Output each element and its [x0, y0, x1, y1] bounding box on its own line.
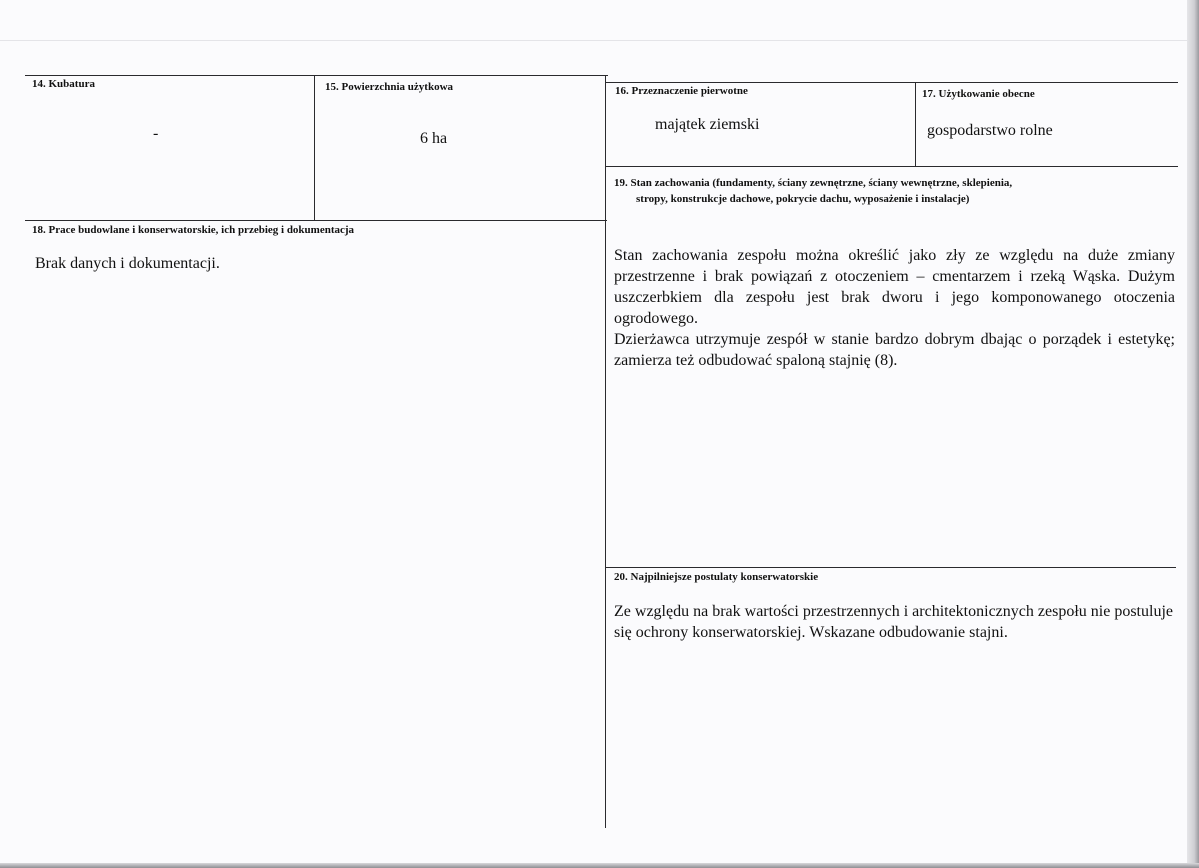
- field-18-value: Brak danych i dokumentacji.: [35, 255, 220, 272]
- field-19-label-line1: 19. Stan zachowania (fundamenty, ściany zewnętrzne, ściany wewnętrzne, sklepienia,: [614, 177, 1013, 189]
- rule-above-19: [606, 166, 1178, 167]
- rule-above-18: [25, 220, 607, 221]
- field-19-label: [614, 175, 1114, 207]
- field-19-label-line2: stropy, konstrukcje dachowe, pokrycie dachu, wyposażenie i instalacje): [636, 193, 970, 205]
- top-rule-left: [25, 75, 608, 76]
- top-rule-right: [606, 82, 1178, 83]
- field-19-paragraph-2: Dzierżawca utrzymuje zespół w stanie bardzo dobrym dbając o porządek i estetykę; zamierza też odbudować spaloną stajnię (8).: [614, 331, 1175, 369]
- field-16-value: majątek ziemski: [655, 116, 760, 133]
- field-14-label: 14. Kubatura: [32, 78, 95, 90]
- field-19-paragraph-1: Stan zachowania zespołu można określić jako zły ze względu na duże zmiany przestrzenne i brak powiązań z otoczeniem – cmentarzem i rzeką Wąska. Dużym uszczerbkiem dla zespołu jest brak dworu i jego komponowanego otoczenia ogrodowego.: [614, 247, 1175, 327]
- field-15-label: 15. Powierzchnia użytkowa: [325, 81, 454, 93]
- field-17-value: gospodarstwo rolne: [927, 122, 1053, 139]
- field-16-label: 16. Przeznaczenie pierwotne: [615, 85, 748, 97]
- field-20-label: 20. Najpilniejsze postulaty konserwatorskie: [614, 571, 819, 583]
- field-14-value: -: [153, 125, 159, 142]
- faint-top-rule: [0, 40, 1187, 41]
- divider-16-17: [915, 83, 916, 167]
- field-18-label: 18. Prace budowlane i konserwatorskie, ich przebieg i dokumentacja: [32, 224, 355, 236]
- field-19-text: [614, 245, 1175, 371]
- divider-14-15: [314, 76, 315, 220]
- page-edge-right: [1187, 0, 1199, 868]
- page-edge-bottom: [0, 863, 1199, 868]
- rule-above-20: [606, 567, 1176, 568]
- field-20-text: Ze względu na brak wartości przestrzennych i architektonicznych zespołu nie postuluje się ochrony konserwatorskiej. Wskazane odbudowanie stajni.: [614, 603, 1173, 641]
- center-divider: [605, 76, 606, 828]
- field-17-label: 17. Użytkowanie obecne: [922, 88, 1035, 100]
- field-15-value: 6 ha: [420, 130, 448, 147]
